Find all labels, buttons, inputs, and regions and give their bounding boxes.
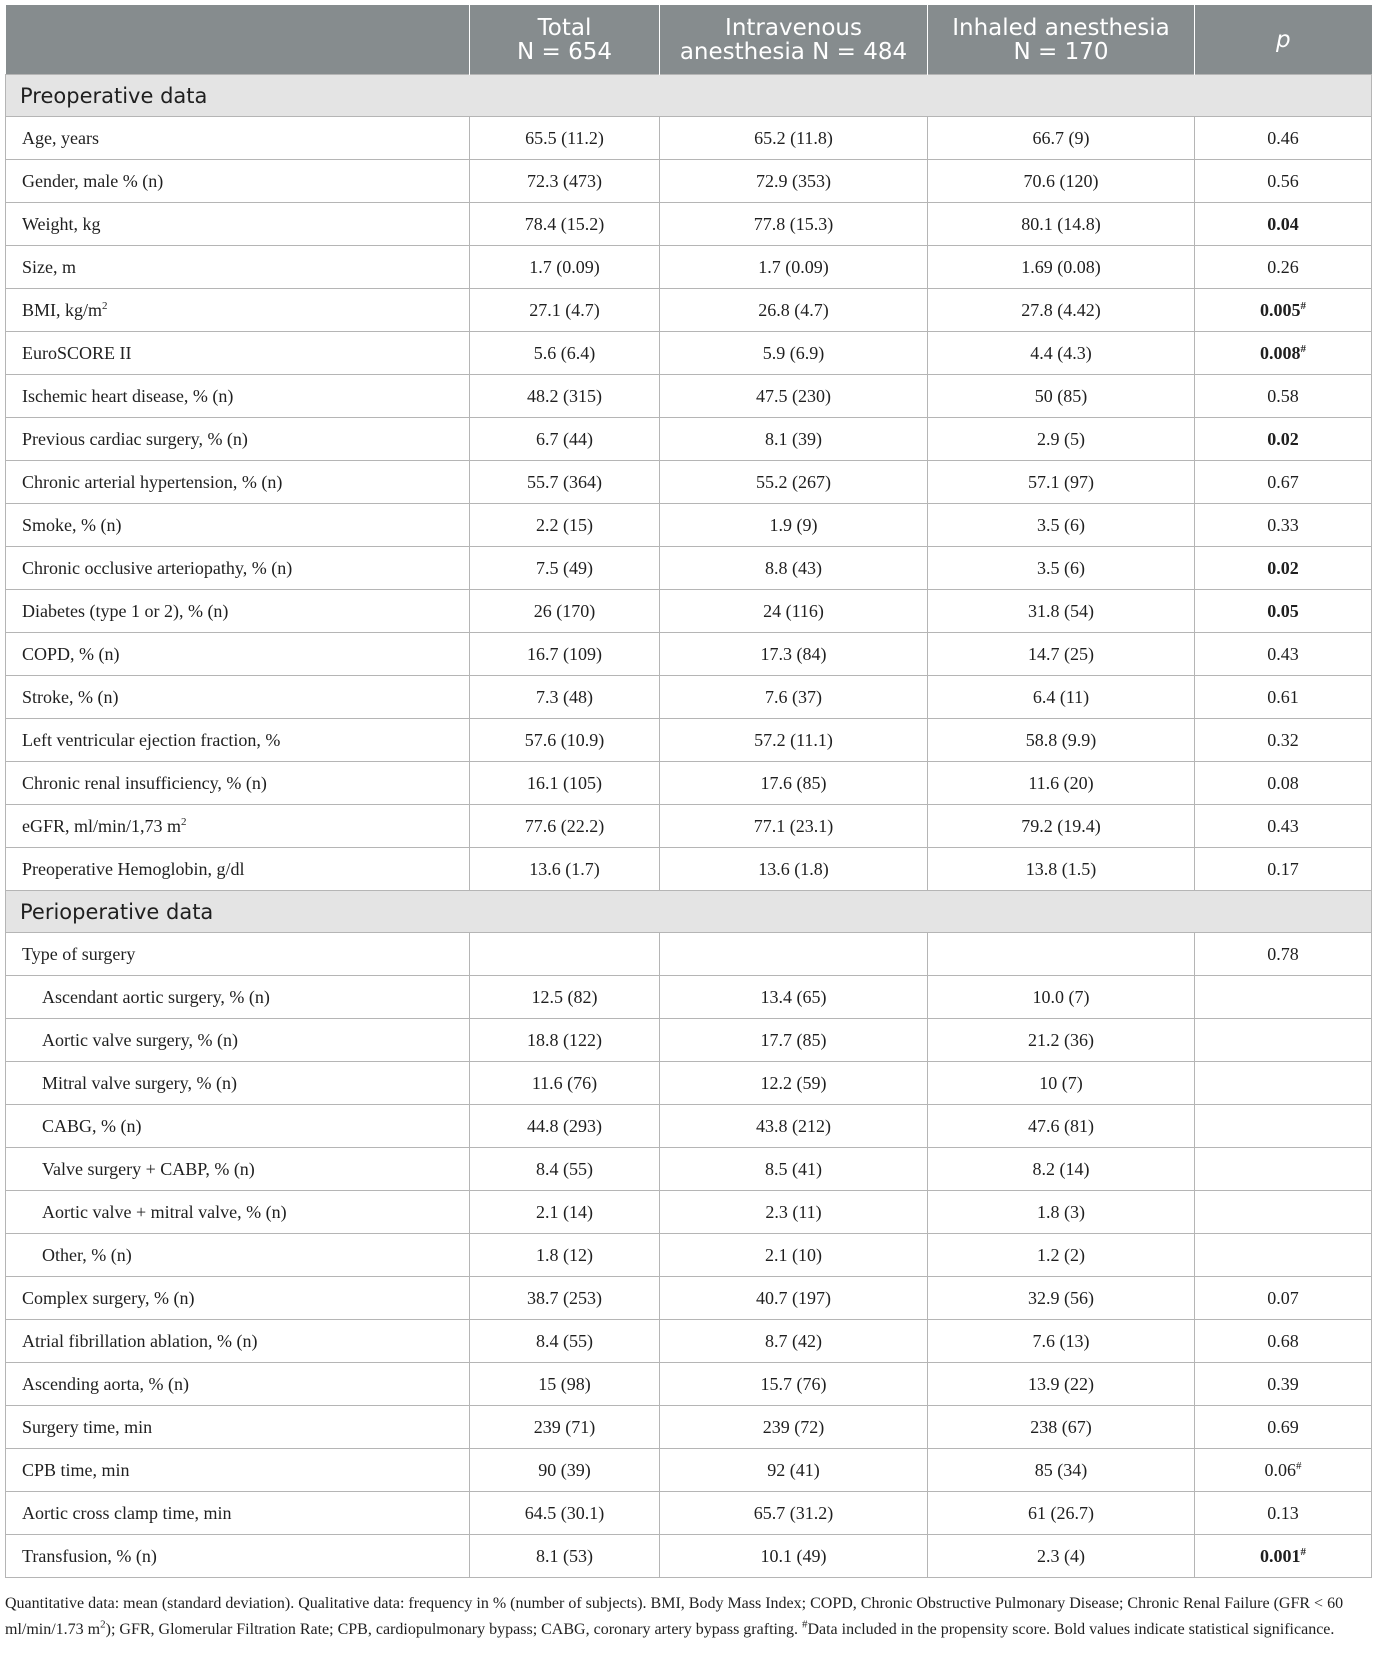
p-value: 0.008	[1260, 342, 1301, 363]
row-label: Age, years	[22, 127, 99, 148]
cell-intravenous: 5.9 (6.9)	[660, 332, 928, 375]
cell-total: 27.1 (4.7)	[470, 289, 660, 332]
p-value: 0.78	[1267, 943, 1299, 964]
table-row	[6, 1492, 1372, 1535]
p-value: 0.07	[1267, 1287, 1299, 1308]
cell-inhaled: 11.6 (20)	[928, 762, 1195, 805]
footnote-text-2: ); GFR, Glomerular Filtration Rate; CPB, cardiopulmonary bypass; CABG, coronary artery bypass grafting.	[105, 1621, 802, 1638]
header-intravenous	[660, 5, 928, 75]
p-value: 0.17	[1267, 858, 1299, 879]
table-row	[6, 1191, 1372, 1234]
row-label-cell	[6, 1148, 470, 1191]
section-header-row	[6, 891, 1372, 933]
row-label-cell	[6, 504, 470, 547]
table-row	[6, 1535, 1372, 1578]
cell-inhaled: 70.6 (120)	[928, 160, 1195, 203]
cell-p-value	[1195, 1019, 1372, 1062]
header-inhaled-n: N = 170	[1013, 38, 1109, 65]
table-row	[6, 590, 1372, 633]
cell-p-value	[1195, 933, 1372, 976]
p-value: 0.61	[1267, 686, 1299, 707]
cell-p-value	[1195, 461, 1372, 504]
cell-intravenous: 13.4 (65)	[660, 976, 928, 1019]
header-row	[6, 5, 1372, 75]
cell-inhaled: 85 (34)	[928, 1449, 1195, 1492]
row-label-cell	[6, 933, 470, 976]
cell-inhaled: 57.1 (97)	[928, 461, 1195, 504]
cell-inhaled: 50 (85)	[928, 375, 1195, 418]
row-label: Ascendant aortic surgery, % (n)	[42, 986, 270, 1007]
table-row	[6, 848, 1372, 891]
p-value: 0.43	[1267, 815, 1299, 836]
row-label-cell	[6, 1492, 470, 1535]
row-label: Preoperative Hemoglobin, g/dl	[22, 858, 245, 879]
row-label: Mitral valve surgery, % (n)	[42, 1072, 237, 1093]
cell-inhaled: 1.2 (2)	[928, 1234, 1195, 1277]
cell-p-value	[1195, 805, 1372, 848]
cell-total: 7.3 (48)	[470, 676, 660, 719]
propensity-score-mark: #	[1300, 299, 1306, 312]
cell-inhaled: 8.2 (14)	[928, 1148, 1195, 1191]
cell-intravenous: 77.1 (23.1)	[660, 805, 928, 848]
cell-p-value	[1195, 1535, 1372, 1578]
table-row	[6, 1148, 1372, 1191]
cell-inhaled: 1.69 (0.08)	[928, 246, 1195, 289]
propensity-score-mark: #	[1300, 342, 1306, 355]
row-label-cell	[6, 246, 470, 289]
table-row	[6, 117, 1372, 160]
cell-p-value	[1195, 1062, 1372, 1105]
row-label-cell	[6, 1535, 470, 1578]
cell-intravenous: 8.8 (43)	[660, 547, 928, 590]
cell-total: 38.7 (253)	[470, 1277, 660, 1320]
header-total-n: N = 654	[517, 38, 612, 65]
cell-inhaled: 32.9 (56)	[928, 1277, 1195, 1320]
cell-total: 2.1 (14)	[470, 1191, 660, 1234]
cell-intravenous: 7.6 (37)	[660, 676, 928, 719]
row-label-cell	[6, 160, 470, 203]
cell-inhaled: 14.7 (25)	[928, 633, 1195, 676]
table-body	[6, 75, 1372, 1578]
cell-p-value	[1195, 590, 1372, 633]
cell-p-value	[1195, 1105, 1372, 1148]
cell-inhaled: 4.4 (4.3)	[928, 332, 1195, 375]
cell-inhaled: 3.5 (6)	[928, 504, 1195, 547]
row-label-cell	[6, 719, 470, 762]
row-label-cell	[6, 1320, 470, 1363]
table-row	[6, 1449, 1372, 1492]
cell-p-value	[1195, 1148, 1372, 1191]
row-label: Smoke, % (n)	[22, 514, 122, 535]
row-label-cell	[6, 1406, 470, 1449]
row-label-cell	[6, 375, 470, 418]
p-value: 0.56	[1267, 170, 1299, 191]
p-value: 0.58	[1267, 385, 1299, 406]
row-label: Complex surgery, % (n)	[22, 1287, 195, 1308]
cell-inhaled: 79.2 (19.4)	[928, 805, 1195, 848]
cell-total	[470, 933, 660, 976]
p-value: 0.43	[1267, 643, 1299, 664]
section-title: Preoperative data	[6, 75, 1372, 117]
table-header	[6, 5, 1372, 75]
cell-inhaled: 80.1 (14.8)	[928, 203, 1195, 246]
cell-intravenous: 17.3 (84)	[660, 633, 928, 676]
footnote-superscript-1: 2	[100, 1618, 106, 1631]
p-value: 0.69	[1267, 1416, 1299, 1437]
table-row	[6, 1019, 1372, 1062]
p-value: 0.32	[1267, 729, 1299, 750]
row-label: Atrial fibrillation ablation, % (n)	[22, 1330, 258, 1351]
cell-inhaled: 6.4 (11)	[928, 676, 1195, 719]
cell-inhaled: 2.3 (4)	[928, 1535, 1195, 1578]
table-row	[6, 719, 1372, 762]
p-value: 0.08	[1267, 772, 1299, 793]
section-header-row	[6, 75, 1372, 117]
cell-total: 44.8 (293)	[470, 1105, 660, 1148]
row-label: Ischemic heart disease, % (n)	[22, 385, 234, 406]
row-label-cell	[6, 1191, 470, 1234]
table-row	[6, 246, 1372, 289]
row-label-cell	[6, 203, 470, 246]
cell-intravenous: 239 (72)	[660, 1406, 928, 1449]
cell-inhaled: 2.9 (5)	[928, 418, 1195, 461]
row-label: Diabetes (type 1 or 2), % (n)	[22, 600, 229, 621]
row-label-superscript: 2	[181, 815, 187, 828]
row-label-cell	[6, 418, 470, 461]
cell-inhaled: 1.8 (3)	[928, 1191, 1195, 1234]
cell-total: 77.6 (22.2)	[470, 805, 660, 848]
table-row	[6, 1062, 1372, 1105]
cell-p-value	[1195, 1191, 1372, 1234]
row-label: Type of surgery	[22, 943, 136, 964]
p-value: 0.04	[1267, 213, 1299, 234]
table-row	[6, 633, 1372, 676]
header-intravenous-n: anesthesia N = 484	[679, 38, 908, 65]
row-label: Aortic valve surgery, % (n)	[42, 1029, 238, 1050]
cell-total: 48.2 (315)	[470, 375, 660, 418]
cell-total: 8.1 (53)	[470, 1535, 660, 1578]
cell-intravenous: 65.7 (31.2)	[660, 1492, 928, 1535]
cell-inhaled: 13.8 (1.5)	[928, 848, 1195, 891]
cell-p-value	[1195, 246, 1372, 289]
cell-intravenous: 57.2 (11.1)	[660, 719, 928, 762]
row-label-cell	[6, 1062, 470, 1105]
table-row	[6, 762, 1372, 805]
cell-inhaled: 10 (7)	[928, 1062, 1195, 1105]
cell-inhaled: 66.7 (9)	[928, 117, 1195, 160]
cell-total: 72.3 (473)	[470, 160, 660, 203]
header-inhaled	[928, 5, 1195, 75]
header-inhaled-label: Inhaled anesthesia	[952, 14, 1170, 41]
cell-intravenous: 43.8 (212)	[660, 1105, 928, 1148]
row-label-cell	[6, 332, 470, 375]
cell-p-value	[1195, 160, 1372, 203]
row-label-cell	[6, 1105, 470, 1148]
table-row	[6, 547, 1372, 590]
cell-intravenous	[660, 933, 928, 976]
cell-inhaled: 3.5 (6)	[928, 547, 1195, 590]
table-row	[6, 375, 1372, 418]
cell-p-value	[1195, 1277, 1372, 1320]
row-label: eGFR, ml/min/1,73 m	[22, 815, 182, 836]
row-label: Ascending aorta, % (n)	[22, 1373, 189, 1394]
cell-p-value	[1195, 117, 1372, 160]
table-row	[6, 805, 1372, 848]
row-label: Chronic arterial hypertension, % (n)	[22, 471, 283, 492]
row-label: COPD, % (n)	[22, 643, 120, 664]
cell-total: 239 (71)	[470, 1406, 660, 1449]
cell-inhaled: 10.0 (7)	[928, 976, 1195, 1019]
row-label: EuroSCORE II	[22, 342, 132, 363]
cell-intravenous: 8.1 (39)	[660, 418, 928, 461]
cell-p-value	[1195, 289, 1372, 332]
cell-intravenous: 72.9 (353)	[660, 160, 928, 203]
cell-intravenous: 65.2 (11.8)	[660, 117, 928, 160]
cell-p-value	[1195, 848, 1372, 891]
row-label-cell	[6, 461, 470, 504]
table-row	[6, 933, 1372, 976]
row-label: Chronic occlusive arteriopathy, % (n)	[22, 557, 293, 578]
row-label-cell	[6, 1234, 470, 1277]
row-label: Aortic valve + mitral valve, % (n)	[42, 1201, 287, 1222]
cell-total: 15 (98)	[470, 1363, 660, 1406]
row-label-cell	[6, 762, 470, 805]
table-row	[6, 504, 1372, 547]
cell-total: 65.5 (11.2)	[470, 117, 660, 160]
p-value: 0.05	[1267, 600, 1299, 621]
cell-intravenous: 92 (41)	[660, 1449, 928, 1492]
cell-total: 5.6 (6.4)	[470, 332, 660, 375]
p-value: 0.33	[1267, 514, 1299, 535]
footnote-text-1: Quantitative data: mean (standard deviation). Qualitative data: frequency in % (number of subjects). BMI, Body Mass Index; COPD, Chronic Obstructive Pulmonary Disease; Chronic Renal Failure (GFR < 60 ml/min/1.73 m	[5, 1595, 1344, 1638]
cell-total: 26 (170)	[470, 590, 660, 633]
cell-intravenous: 12.2 (59)	[660, 1062, 928, 1105]
row-label: Aortic cross clamp time, min	[22, 1502, 232, 1523]
cell-intravenous: 17.7 (85)	[660, 1019, 928, 1062]
row-label: Other, % (n)	[42, 1244, 132, 1265]
p-value: 0.26	[1267, 256, 1299, 277]
cell-inhaled: 7.6 (13)	[928, 1320, 1195, 1363]
header-p-value	[1195, 5, 1372, 75]
cell-intravenous: 55.2 (267)	[660, 461, 928, 504]
cell-p-value	[1195, 203, 1372, 246]
header-total	[470, 5, 660, 75]
cell-p-value	[1195, 1234, 1372, 1277]
cell-intravenous: 47.5 (230)	[660, 375, 928, 418]
cell-intravenous: 17.6 (85)	[660, 762, 928, 805]
footnote-text-3: Data included in the propensity score. Bold values indicate statistical significance.	[807, 1621, 1335, 1638]
cell-p-value	[1195, 504, 1372, 547]
propensity-score-mark: #	[1300, 1545, 1306, 1558]
row-label-superscript: 2	[102, 299, 108, 312]
section-title: Perioperative data	[6, 891, 1372, 933]
cell-total: 55.7 (364)	[470, 461, 660, 504]
p-value: 0.68	[1267, 1330, 1299, 1351]
cell-intravenous: 15.7 (76)	[660, 1363, 928, 1406]
row-label: Chronic renal insufficiency, % (n)	[22, 772, 267, 793]
table-row	[6, 1406, 1372, 1449]
p-value: 0.005	[1260, 299, 1301, 320]
cell-intravenous: 13.6 (1.8)	[660, 848, 928, 891]
table-row	[6, 203, 1372, 246]
cell-p-value	[1195, 1363, 1372, 1406]
cell-inhaled: 58.8 (9.9)	[928, 719, 1195, 762]
cell-inhaled	[928, 933, 1195, 976]
table-row	[6, 1277, 1372, 1320]
cell-p-value	[1195, 418, 1372, 461]
row-label: Valve surgery + CABP, % (n)	[42, 1158, 255, 1179]
cell-inhaled: 31.8 (54)	[928, 590, 1195, 633]
cell-intravenous: 24 (116)	[660, 590, 928, 633]
row-label: Gender, male % (n)	[22, 170, 164, 191]
cell-total: 12.5 (82)	[470, 976, 660, 1019]
p-value: 0.02	[1267, 428, 1299, 449]
cell-p-value	[1195, 676, 1372, 719]
cell-total: 7.5 (49)	[470, 547, 660, 590]
cell-intravenous: 2.1 (10)	[660, 1234, 928, 1277]
row-label: Transfusion, % (n)	[22, 1545, 157, 1566]
row-label-cell	[6, 676, 470, 719]
row-label-cell	[6, 976, 470, 1019]
cell-intravenous: 1.7 (0.09)	[660, 246, 928, 289]
cell-total: 8.4 (55)	[470, 1320, 660, 1363]
p-value: 0.13	[1267, 1502, 1299, 1523]
table-row	[6, 160, 1372, 203]
cell-total: 90 (39)	[470, 1449, 660, 1492]
table-row	[6, 1363, 1372, 1406]
p-value: 0.02	[1267, 557, 1299, 578]
cell-intravenous: 10.1 (49)	[660, 1535, 928, 1578]
p-value: 0.06	[1264, 1459, 1296, 1480]
cell-intravenous: 40.7 (197)	[660, 1277, 928, 1320]
cell-p-value	[1195, 719, 1372, 762]
table-row	[6, 289, 1372, 332]
cell-total: 64.5 (30.1)	[470, 1492, 660, 1535]
table-row	[6, 1105, 1372, 1148]
row-label-cell	[6, 289, 470, 332]
table-row	[6, 461, 1372, 504]
header-label-column	[6, 5, 470, 75]
p-value: 0.67	[1267, 471, 1299, 492]
cell-total: 78.4 (15.2)	[470, 203, 660, 246]
cell-p-value	[1195, 332, 1372, 375]
cell-total: 57.6 (10.9)	[470, 719, 660, 762]
cell-intravenous: 8.5 (41)	[660, 1148, 928, 1191]
row-label-cell	[6, 590, 470, 633]
row-label: CPB time, min	[22, 1459, 130, 1480]
cell-total: 1.8 (12)	[470, 1234, 660, 1277]
cell-total: 16.7 (109)	[470, 633, 660, 676]
row-label-cell	[6, 1019, 470, 1062]
row-label-cell	[6, 547, 470, 590]
row-label: Weight, kg	[22, 213, 101, 234]
cell-inhaled: 238 (67)	[928, 1406, 1195, 1449]
footnote-superscript-2: #	[801, 1618, 808, 1631]
cell-total: 11.6 (76)	[470, 1062, 660, 1105]
table-row	[6, 976, 1372, 1019]
row-label-cell	[6, 1277, 470, 1320]
cell-total: 13.6 (1.7)	[470, 848, 660, 891]
cell-total: 16.1 (105)	[470, 762, 660, 805]
cell-total: 2.2 (15)	[470, 504, 660, 547]
data-table	[5, 5, 1372, 1578]
cell-inhaled: 47.6 (81)	[928, 1105, 1195, 1148]
cell-inhaled: 13.9 (22)	[928, 1363, 1195, 1406]
cell-total: 6.7 (44)	[470, 418, 660, 461]
cell-intravenous: 8.7 (42)	[660, 1320, 928, 1363]
table-row	[6, 676, 1372, 719]
cell-intravenous: 26.8 (4.7)	[660, 289, 928, 332]
p-value: 0.001	[1260, 1545, 1301, 1566]
row-label: Left ventricular ejection fraction, %	[22, 729, 281, 750]
p-value: 0.39	[1267, 1373, 1299, 1394]
row-label: Stroke, % (n)	[22, 686, 119, 707]
cell-total: 8.4 (55)	[470, 1148, 660, 1191]
cell-p-value	[1195, 1320, 1372, 1363]
cell-p-value	[1195, 976, 1372, 1019]
cell-total: 1.7 (0.09)	[470, 246, 660, 289]
table-row	[6, 1234, 1372, 1277]
cell-p-value	[1195, 1492, 1372, 1535]
row-label: BMI, kg/m	[22, 299, 103, 320]
cell-intravenous: 2.3 (11)	[660, 1191, 928, 1234]
cell-inhaled: 27.8 (4.42)	[928, 289, 1195, 332]
row-label-cell	[6, 117, 470, 160]
row-label: CABG, % (n)	[42, 1115, 142, 1136]
header-p-label: p	[1275, 26, 1291, 53]
cell-intravenous: 1.9 (9)	[660, 504, 928, 547]
cell-p-value	[1195, 375, 1372, 418]
table-row	[6, 1320, 1372, 1363]
header-intravenous-label: Intravenous	[725, 14, 862, 41]
cell-p-value	[1195, 762, 1372, 805]
table-row	[6, 418, 1372, 461]
table-container	[5, 5, 1371, 1578]
row-label-cell	[6, 805, 470, 848]
p-value: 0.46	[1267, 127, 1299, 148]
cell-total: 18.8 (122)	[470, 1019, 660, 1062]
cell-p-value	[1195, 547, 1372, 590]
cell-p-value	[1195, 1406, 1372, 1449]
cell-inhaled: 21.2 (36)	[928, 1019, 1195, 1062]
row-label-cell	[6, 633, 470, 676]
table-footnote	[5, 1591, 1371, 1643]
cell-inhaled: 61 (26.7)	[928, 1492, 1195, 1535]
row-label: Previous cardiac surgery, % (n)	[22, 428, 248, 449]
row-label: Size, m	[22, 256, 76, 277]
header-total-label: Total	[537, 14, 592, 41]
row-label: Surgery time, min	[22, 1416, 153, 1437]
cell-p-value	[1195, 1449, 1372, 1492]
cell-intravenous: 77.8 (15.3)	[660, 203, 928, 246]
row-label-cell	[6, 848, 470, 891]
cell-p-value	[1195, 633, 1372, 676]
table-row	[6, 332, 1372, 375]
row-label-cell	[6, 1449, 470, 1492]
row-label-cell	[6, 1363, 470, 1406]
propensity-score-mark: #	[1296, 1459, 1302, 1472]
